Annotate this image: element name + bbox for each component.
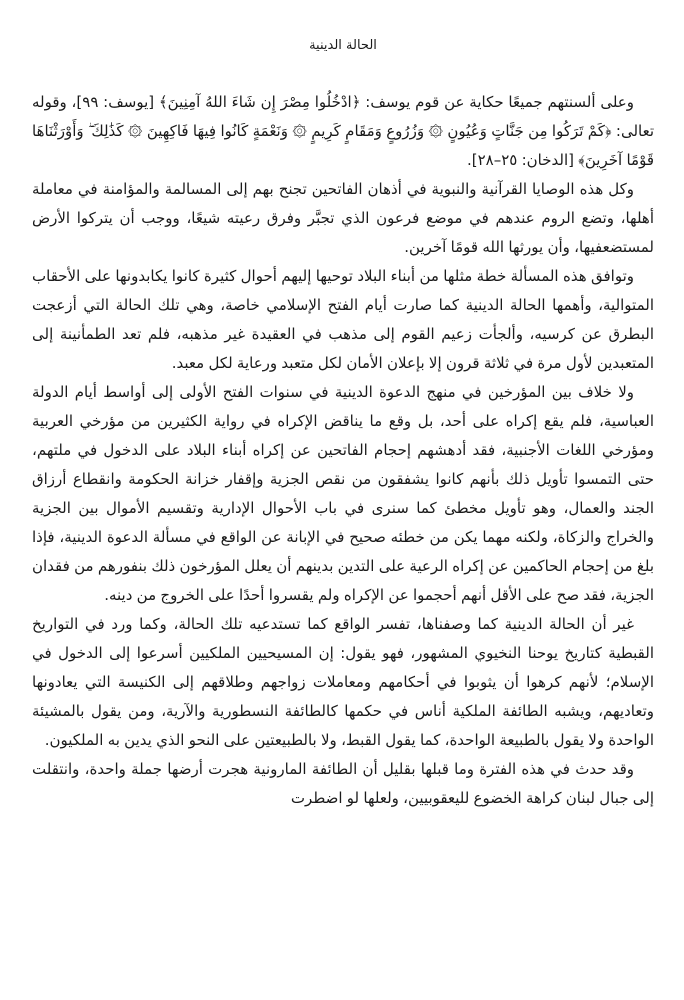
paragraph-quran-verses: وعلى ألسنتهم جميعًا حكاية عن قوم يوسف: ﴿ادْخُلُوا مِصْرَ إِن شَاءَ اللهُ آمِنِينَ﴾ [يوسف: ٩٩]، وقوله تعالى: ﴿كَمْ تَرَكُوا مِن جَنَّاتٍ وَعُيُونٍ ۞ وَزُرُوعٍ وَمَقَامٍ كَرِيمٍ ۞ وَنَعْمَةٍ كَانُوا فِيهَا فَاكِهِينَ ۞ كَذَٰلِكَ ۖ وَأَوْرَثْنَاهَا قَوْمًا آخَرِينَ﴾ [الدخان: ٢٥–٢٨]. xyxy=(32,93,654,169)
paragraph-conquerors-conciliation: وكل هذه الوصايا القرآنية والنبوية في أذهان الفاتحين تجنح بهم إلى المسالمة والمؤامنة في معاملة أهلها، وتضع الروم عندهم في موضع فرعون الذي تجبَّر وفرق رعيته شيعًا، ووجب أن يتركوا الأرض لمستضعفيها، وأن يورثها الله قومًا آخرين. xyxy=(32,180,654,256)
paragraph-maronite-migration: وقد حدث في هذه الفترة وما قبلها بقليل أن الطائفة المارونية هجرت أرضها جملة واحدة، وانتقلت إلى جبال لبنان كراهة الخضوع لليعقوبيين، ولعلها لو اضطرت xyxy=(32,760,654,807)
paragraph-coptic-histories: غير أن الحالة الدينية كما وصفناها، تفسر الواقع كما تستدعيه تلك الحالة، وكما ورد في التواريخ القبطية كتاريخ يوحنا النخيوي المشهور، فهو يقول: إن المسيحيين الملكيين أسرعوا إلى الدخول في الإسلام؛ لأنهم كرهوا أن يثوبوا في أحكامهم ومعاملات زواجهم وطلاقهم إلى الكنيسة التي يعادونها وتعاديهم، ويشبه الطائفة الملكية أناس في حكمها كالطائفة النسطورية والآرية، ومن يقول بالمشيئة الواحدة ولا يقول بالطبيعة الواحدة، كما يقول القبط، ولا بالطبيعتين على النحو الذي يدين به الملكيون. xyxy=(32,615,654,749)
paragraph-no-compulsion: ولا خلاف بين المؤرخين في منهج الدعوة الدينية في سنوات الفتح الأولى إلى أواسط أيام الدولة العباسية، فلم يقع إكراه على أحد، بل وقع ما يناقض الإكراه في رواية الكثيرين من مؤرخي العربية ومؤرخي اللغات الأجنبية، فقد أدهشهم إحجام الفاتحين عن إكراه أبناء البلاد على الدخول في ملتهم، حتى التمسوا تأويل ذلك بأنهم كانوا يشفقون من نقص الجزية وإقفار خزانة الحكومة وانقطاع أرزاق الجند والعمال، وهو تأويل مخطئ كما سنرى في باب الأحوال الإدارية وتقسيم الأموال بين الجزية والخراج والزكاة، ولكنه مهما يكن من خطئه صحيح في الإبانة عن الواقع في مسألة الدعوة الدينية، فإذا بلغ من إحجام الحاكمين عن إكراه الرعية على التدين بدينهم أن يعلل المؤرخون ذلك بنفورهم من فقدان الجزية، فقد صح على الأقل أنهم أحجموا عن الإكراه ولم يقسروا أحدًا على الخروج من دينه. xyxy=(32,383,654,604)
body-text xyxy=(32,88,654,813)
paragraph-local-conditions: وتوافق هذه المسألة خطة مثلها من أبناء البلاد توحيها إليهم أحوال كثيرة كانوا يكابدونها على الأحقاب المتوالية، وأهمها الحالة الدينية كما صارت أيام الفتح الإسلامي خاصة، وهي تلك الحالة التي أزعجت البطرق عن كرسيه، وألجأت زعيم القوم إلى مذهب في العقيدة غير مذهبه، فلم تعد الطمأنينة إلى المتعبدين لأول مرة في ثلاثة قرون إلا بإعلان الأمان لكل متعبد ورعاية لكل معبد. xyxy=(32,267,654,372)
running-header: الحالة الدينية xyxy=(309,38,377,53)
